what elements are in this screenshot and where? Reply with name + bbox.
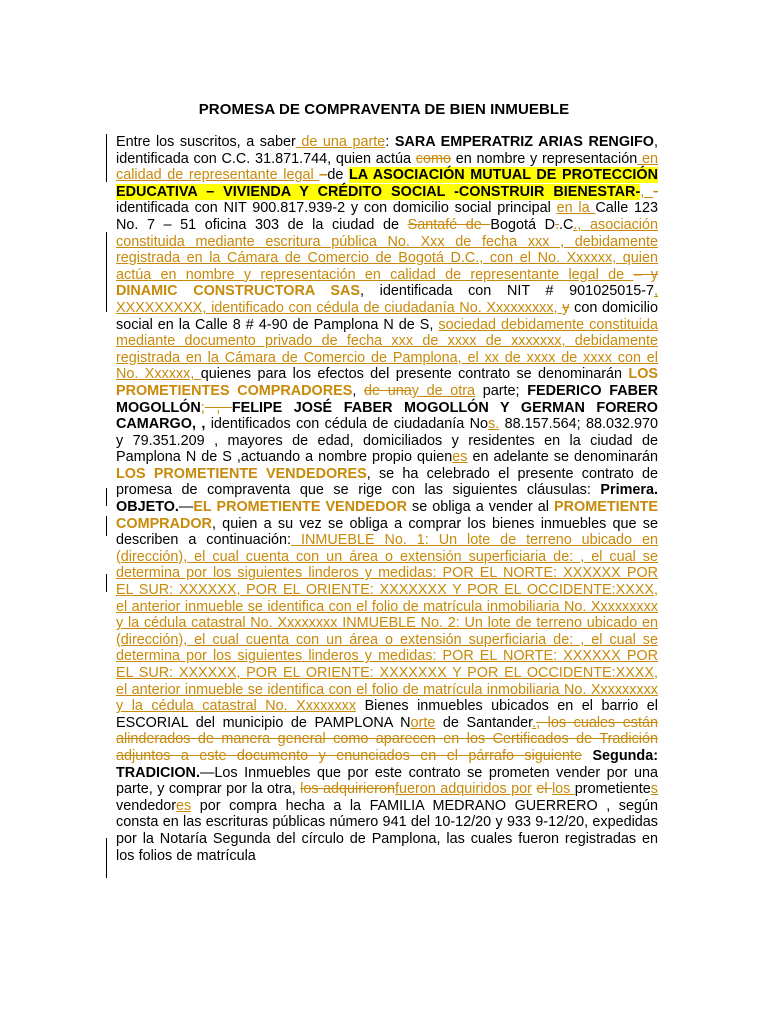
- inserted-text: es: [176, 797, 192, 814]
- inserted-text: s: [650, 781, 658, 798]
- body-text-run: Primera. OBJETO.: [116, 482, 658, 516]
- body-text-run: Bienes inmuebles ubicados en el barrio el ESCORIAL del municipio de PAMPLONA N: [116, 698, 658, 731]
- inserted-text: orte: [410, 714, 436, 731]
- change-bar: [106, 574, 107, 592]
- contract-body: [116, 134, 658, 864]
- deleted-text: ,: [536, 714, 548, 731]
- deleted-text: -: [653, 183, 658, 200]
- body-text-run: identificados con cédula de ciudadanía No: [205, 416, 488, 433]
- body-text-run: quienes para los efectos del presente contrato se denominarán: [200, 366, 629, 383]
- inserted-text: sociedad debidamente constituida mediante documento privado de fecha xxx de xxxx de xxxxxxx, debidamente registrada en la Cámara de Comercio de Pamplona, el xx de xxxx de xxxx con el No. Xxxxxx,: [116, 316, 658, 383]
- body-text-run: PROMETIENTE COMPRADOR: [116, 499, 658, 532]
- body-text-run: —Los Inmuebles que por este contrato se prometen vender por una parte, y comprar por la otra,: [116, 764, 658, 798]
- body-text-run: .C: [559, 216, 574, 233]
- deleted-text: los adquirieron: [300, 781, 395, 798]
- body-text-run: DINAMIC CONSTRUCTORA SAS: [116, 283, 360, 300]
- body-text-run: SARA EMPERATRIZ ARIAS RENGIFO: [394, 134, 654, 150]
- body-text-run: vendedor: [116, 797, 177, 814]
- inserted-text: y de otra: [411, 382, 476, 399]
- body-text-run: FEDERICO FABER MOGOLLÓN: [116, 382, 658, 416]
- body-text-run: 88.157.564; 88.032.970 y 79.351.209 , mayores de edad, domiciliados y residentes en la ciudad de Pamplona N de S ,actuando a nombre propio quien: [116, 416, 658, 466]
- inserted-text: en calidad de representante legal: [116, 150, 658, 184]
- inserted-text: los: [551, 781, 575, 798]
- change-bar: [106, 134, 107, 182]
- inserted-text: fueron adquiridos por: [395, 781, 532, 798]
- body-text-run: —: [178, 499, 194, 516]
- deleted-text: Santafé de: [407, 216, 491, 233]
- inserted-text: ;: [200, 399, 205, 416]
- body-text-run: con domicilio social en la Calle 8 # 4-90 de Pamplona N de S,: [116, 299, 658, 333]
- body-text-run: LOS PROMETIENTE VENDEDORES: [116, 465, 367, 482]
- deleted-text: y: [562, 299, 570, 316]
- inserted-text: de una parte: [295, 134, 386, 150]
- body-text-run: de: [327, 167, 349, 184]
- inserted-text: en la: [556, 200, 596, 217]
- body-text-run: , identificada con NIT # 901025015-7: [359, 283, 655, 300]
- body-text-run: Segunda: TRADICION.: [116, 747, 659, 781]
- body-text-run: se obliga a vender al: [407, 499, 555, 516]
- body-text-run: parte;: [475, 382, 528, 399]
- body-text-run: , se ha celebrado el presente contrato de promesa de compraventa que se rige con las siguientes cláusulas:: [116, 465, 658, 499]
- body-text-run: EL PROMETIENTE VENDEDOR: [193, 499, 408, 516]
- inserted-text: INMUEBLE No. 1: Un lote de terreno ubicado en (dirección), el cual cuenta con un área o extensión superficiaria de: , el cual se determina por los siguientes linderos y medidas: POR EL NORTE: XXXXXX POR EL SUR: XXXXXX, POR EL ORIENTE: XXXXXXX Y POR EL OCCIDENTE:XXXX, el anterior inmueble se identifica con el folio de matrícula inmobiliaria No. Xxxxxxxxx y la cédula catastral No. Xxxxxxxx INMUEBLE No. 2: Un lote de terreno ubicado en (dirección), el cual cuenta con un área o extensión superficiaria de: , el cual se determina por los siguientes linderos y medidas: POR EL NORTE: XXXXXX POR EL SUR: XXXXXX, POR EL ORIENTE: XXXXXXX Y POR EL OCCIDENTE:XXXX, el anterior inmueble se identifica con el folio de matrícula inmobiliaria No. Xxxxxxxxx y la cédula catastral No. Xxxxxxxx: [116, 532, 658, 715]
- deleted-text: .: [555, 216, 560, 233]
- body-text-run: prometiente: [574, 781, 651, 798]
- change-bar: [106, 232, 107, 312]
- body-text-run: identificada con NIT 900.817.939-2 y con domicilio social principal: [116, 200, 557, 217]
- body-text-run: Entre los suscritos, a saber: [116, 134, 296, 150]
- body-text-run: por compra hecha a la FAMILIA MEDRANO GUERRERO , según consta en las escrituras públicas número 941 del 10-12/20 y 933 9-12/20, expedidas por la Notaría Segunda del círculo de Pamplona, las cuales fueron registradas en los folios de matrícula: [116, 797, 658, 864]
- body-text-run: FELIPE JOSÉ FABER MOGOLLÓN Y GERMAN FORERO CAMARGO, ,: [116, 399, 658, 433]
- inserted-text: ., asociación constituida mediante escritura pública No. Xxx de fecha xxx , debidamente registrada en la Cámara de Comercio de Bogotá D.C., con el No. Xxxxxx, quien actúa en nombre y representación en calidad de representante legal de: [116, 216, 659, 283]
- deleted-text: –: [319, 167, 328, 184]
- deleted-text: – y: [633, 266, 658, 283]
- body-text-run: , identificada con C.C. 31.871.744, quien actúa: [116, 134, 658, 167]
- body-text-run: :: [385, 134, 395, 150]
- inserted-text: es: [452, 449, 468, 466]
- deleted-text: ,: [204, 399, 232, 416]
- inserted-text: .: [532, 714, 537, 731]
- body-text-run: en adelante se denominarán: [467, 449, 659, 466]
- body-text-run: Bogotá D: [490, 216, 556, 233]
- body-text-run: Calle 123 No. 7 – 51 oficina 303 de la ciudad de: [116, 200, 658, 233]
- deleted-text: como: [415, 150, 451, 167]
- inserted-text: , XXXXXXXXX, identificado con cédula de ciudadanía No. Xxxxxxxxx,: [116, 283, 659, 316]
- change-bar: [106, 838, 107, 878]
- change-bar: [106, 516, 107, 536]
- body-text-run: de Santander: [435, 714, 533, 731]
- body-text-run: en nombre y representación: [450, 150, 638, 167]
- inserted-text: ,: [640, 183, 654, 200]
- body-text-run: [582, 748, 592, 764]
- inserted-text: s.: [488, 416, 500, 433]
- body-text-run: LA ASOCIACIÓN MUTUAL DE PROTECCIÓN EDUCATIVA – VIVIENDA Y CRÉDITO SOCIAL -CONSTRUIR BIENESTAR-: [116, 167, 658, 200]
- deleted-text: de una: [364, 382, 412, 399]
- deleted-text: los cuales están alinderados de manera general como aparecen en los Certificados de Tradición adjuntos a este documento y enunciados en el párrafo siguiente: [116, 714, 658, 764]
- document-title: PROMESA DE COMPRAVENTA DE BIEN INMUEBLE: [198, 101, 570, 118]
- body-text-run: LOS PROMETIENTES COMPRADORES: [116, 366, 658, 399]
- deleted-text: el: [536, 781, 552, 798]
- body-text-run: ,: [352, 382, 365, 399]
- change-bar: [106, 488, 107, 506]
- body-text-run: , quien a su vez se obliga a comprar los bienes inmuebles que se describen a continuación:: [116, 515, 658, 549]
